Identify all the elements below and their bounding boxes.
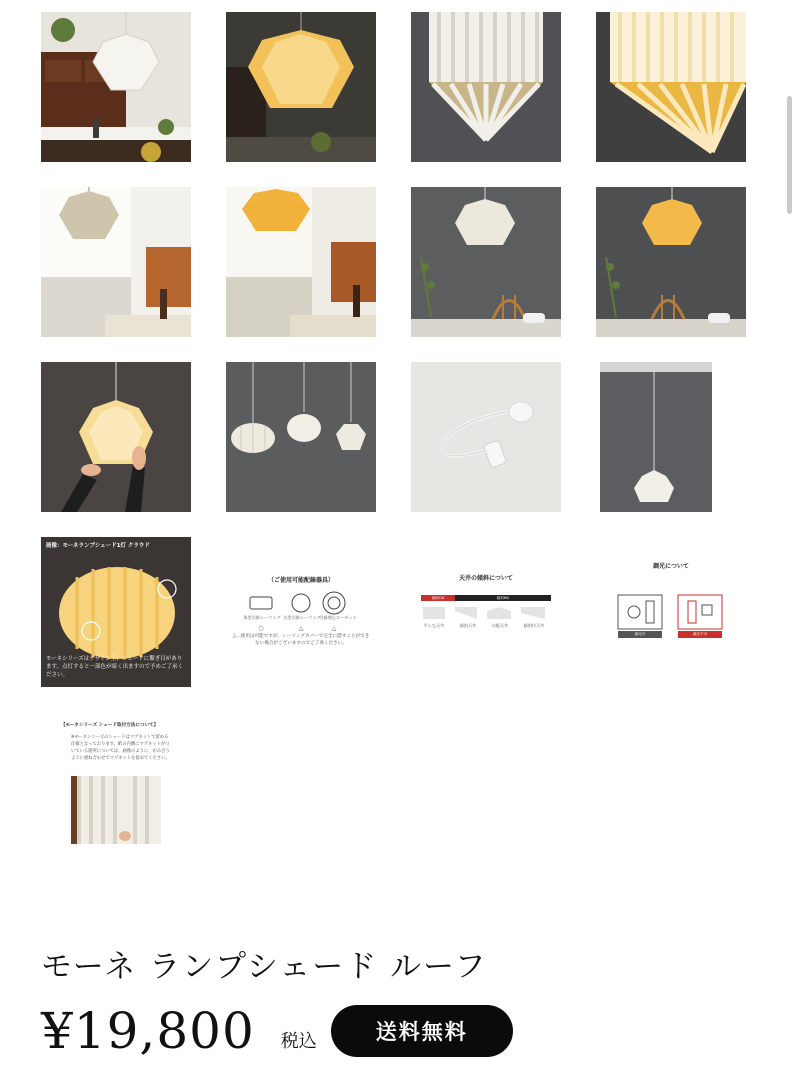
gallery-thumb-window-beige[interactable] <box>41 187 191 337</box>
gallery-thumb-hands-assembly[interactable] <box>41 362 191 512</box>
fixture-mark-1: ○ <box>258 625 264 632</box>
info-title: 【モーネシリーズ シェード取付方法について】 <box>61 723 159 728</box>
fixture-label-2: 丸型引掛シーリング <box>283 615 321 620</box>
lamp-photo <box>226 12 376 162</box>
lamp-photo <box>41 12 191 162</box>
gallery-thumb-dining-lit[interactable] <box>226 12 376 162</box>
product-info <box>41 941 761 1060</box>
slope-item-1: 平らな天井 <box>423 623 445 628</box>
fixture-mark-3: △ <box>331 625 337 632</box>
gallery-thumb-ceiling-fixtures[interactable] <box>226 537 376 687</box>
slope-diagram <box>411 537 561 687</box>
free-shipping-badge: 送料無料 <box>331 1005 513 1057</box>
dimmer-ok-label: 調光可 <box>634 632 646 636</box>
gallery-thumb-cloud-seam-notice[interactable] <box>41 537 191 687</box>
slope-item-2: 傾斜天井 <box>459 623 477 628</box>
fixture-label-3: 引掛埋込ローゼット <box>319 615 357 620</box>
tax-label: 税込 <box>280 1031 317 1052</box>
page-scrollbar[interactable] <box>787 96 792 214</box>
gallery-thumb-dining-white-off[interactable] <box>41 12 191 162</box>
gallery-thumb-pleats-closeup-lit[interactable] <box>596 12 746 162</box>
product-image-gallery <box>41 12 746 862</box>
gallery-thumb-three-shades[interactable] <box>226 362 376 512</box>
lamp-photo <box>411 362 561 512</box>
lamp-photo <box>41 187 191 337</box>
fixture-mark-2: △ <box>298 625 304 632</box>
dimmer-ng-label: 調光不可 <box>692 632 708 636</box>
info-body: ※モーネシリーズのシェードはマグネットで留める仕様となっております。紙の内側にマグネットがついている箇所については、画像のように、かみ合うように重ね合わせてマグネットを留めてください。 <box>71 735 170 761</box>
slope-ng-label: 傾斜NG <box>496 596 510 600</box>
lamp-photo <box>411 12 561 162</box>
gallery-thumb-single-white-gray[interactable] <box>596 362 746 512</box>
lamp-photo <box>226 362 376 512</box>
fixture-label-1: 角型引掛シーリング <box>243 615 281 620</box>
image-caption-bottom: モーネシリーズはデザイン上、シェードに繋ぎ目があります。点灯すると一部色が暗く出ますので予めご了承ください。 <box>46 656 184 678</box>
slope-item-3: 勾配天井 <box>491 623 509 628</box>
gallery-thumb-window-lit[interactable] <box>226 187 376 337</box>
gallery-thumb-gray-wall-white[interactable] <box>411 187 561 337</box>
lamp-photo <box>596 362 746 512</box>
gallery-thumb-dimmer[interactable] <box>596 537 746 687</box>
lamp-photo <box>411 187 561 337</box>
info-title: 調光について <box>653 563 689 570</box>
lamp-photo <box>596 187 746 337</box>
gallery-thumb-ceiling-slope[interactable] <box>411 537 561 687</box>
lamp-photo <box>41 362 191 512</box>
lamp-photo <box>596 12 746 162</box>
info-note: △…使用は可能ですが、シーリングカバーで完全に隠すことができない場合がございますのでご了承ください。 <box>232 634 370 646</box>
magnet-photo <box>41 712 191 862</box>
gallery-thumb-cord-socket[interactable] <box>411 362 561 512</box>
fixtures-diagram <box>226 537 376 687</box>
lamp-photo <box>226 187 376 337</box>
product-title: モーネ ランプシェード ルーフ <box>41 949 488 985</box>
info-title: 天井の傾斜について <box>459 575 513 582</box>
slope-ok-label: 傾斜OK <box>431 596 445 600</box>
image-caption-top: 画像：モーネランプシェード1灯 クラウド <box>46 543 150 549</box>
info-title: （ご使用可能配線器具） <box>267 577 334 584</box>
gallery-thumb-gray-wall-lit[interactable] <box>596 187 746 337</box>
gallery-thumb-magnet-instructions[interactable] <box>41 712 191 862</box>
dimmer-diagram <box>596 537 746 687</box>
slope-item-4: 傾斜付天井 <box>523 623 545 628</box>
gallery-thumb-pleats-closeup-white[interactable] <box>411 12 561 162</box>
product-price: ¥19,800 <box>41 1002 255 1060</box>
price-row <box>41 1003 761 1059</box>
